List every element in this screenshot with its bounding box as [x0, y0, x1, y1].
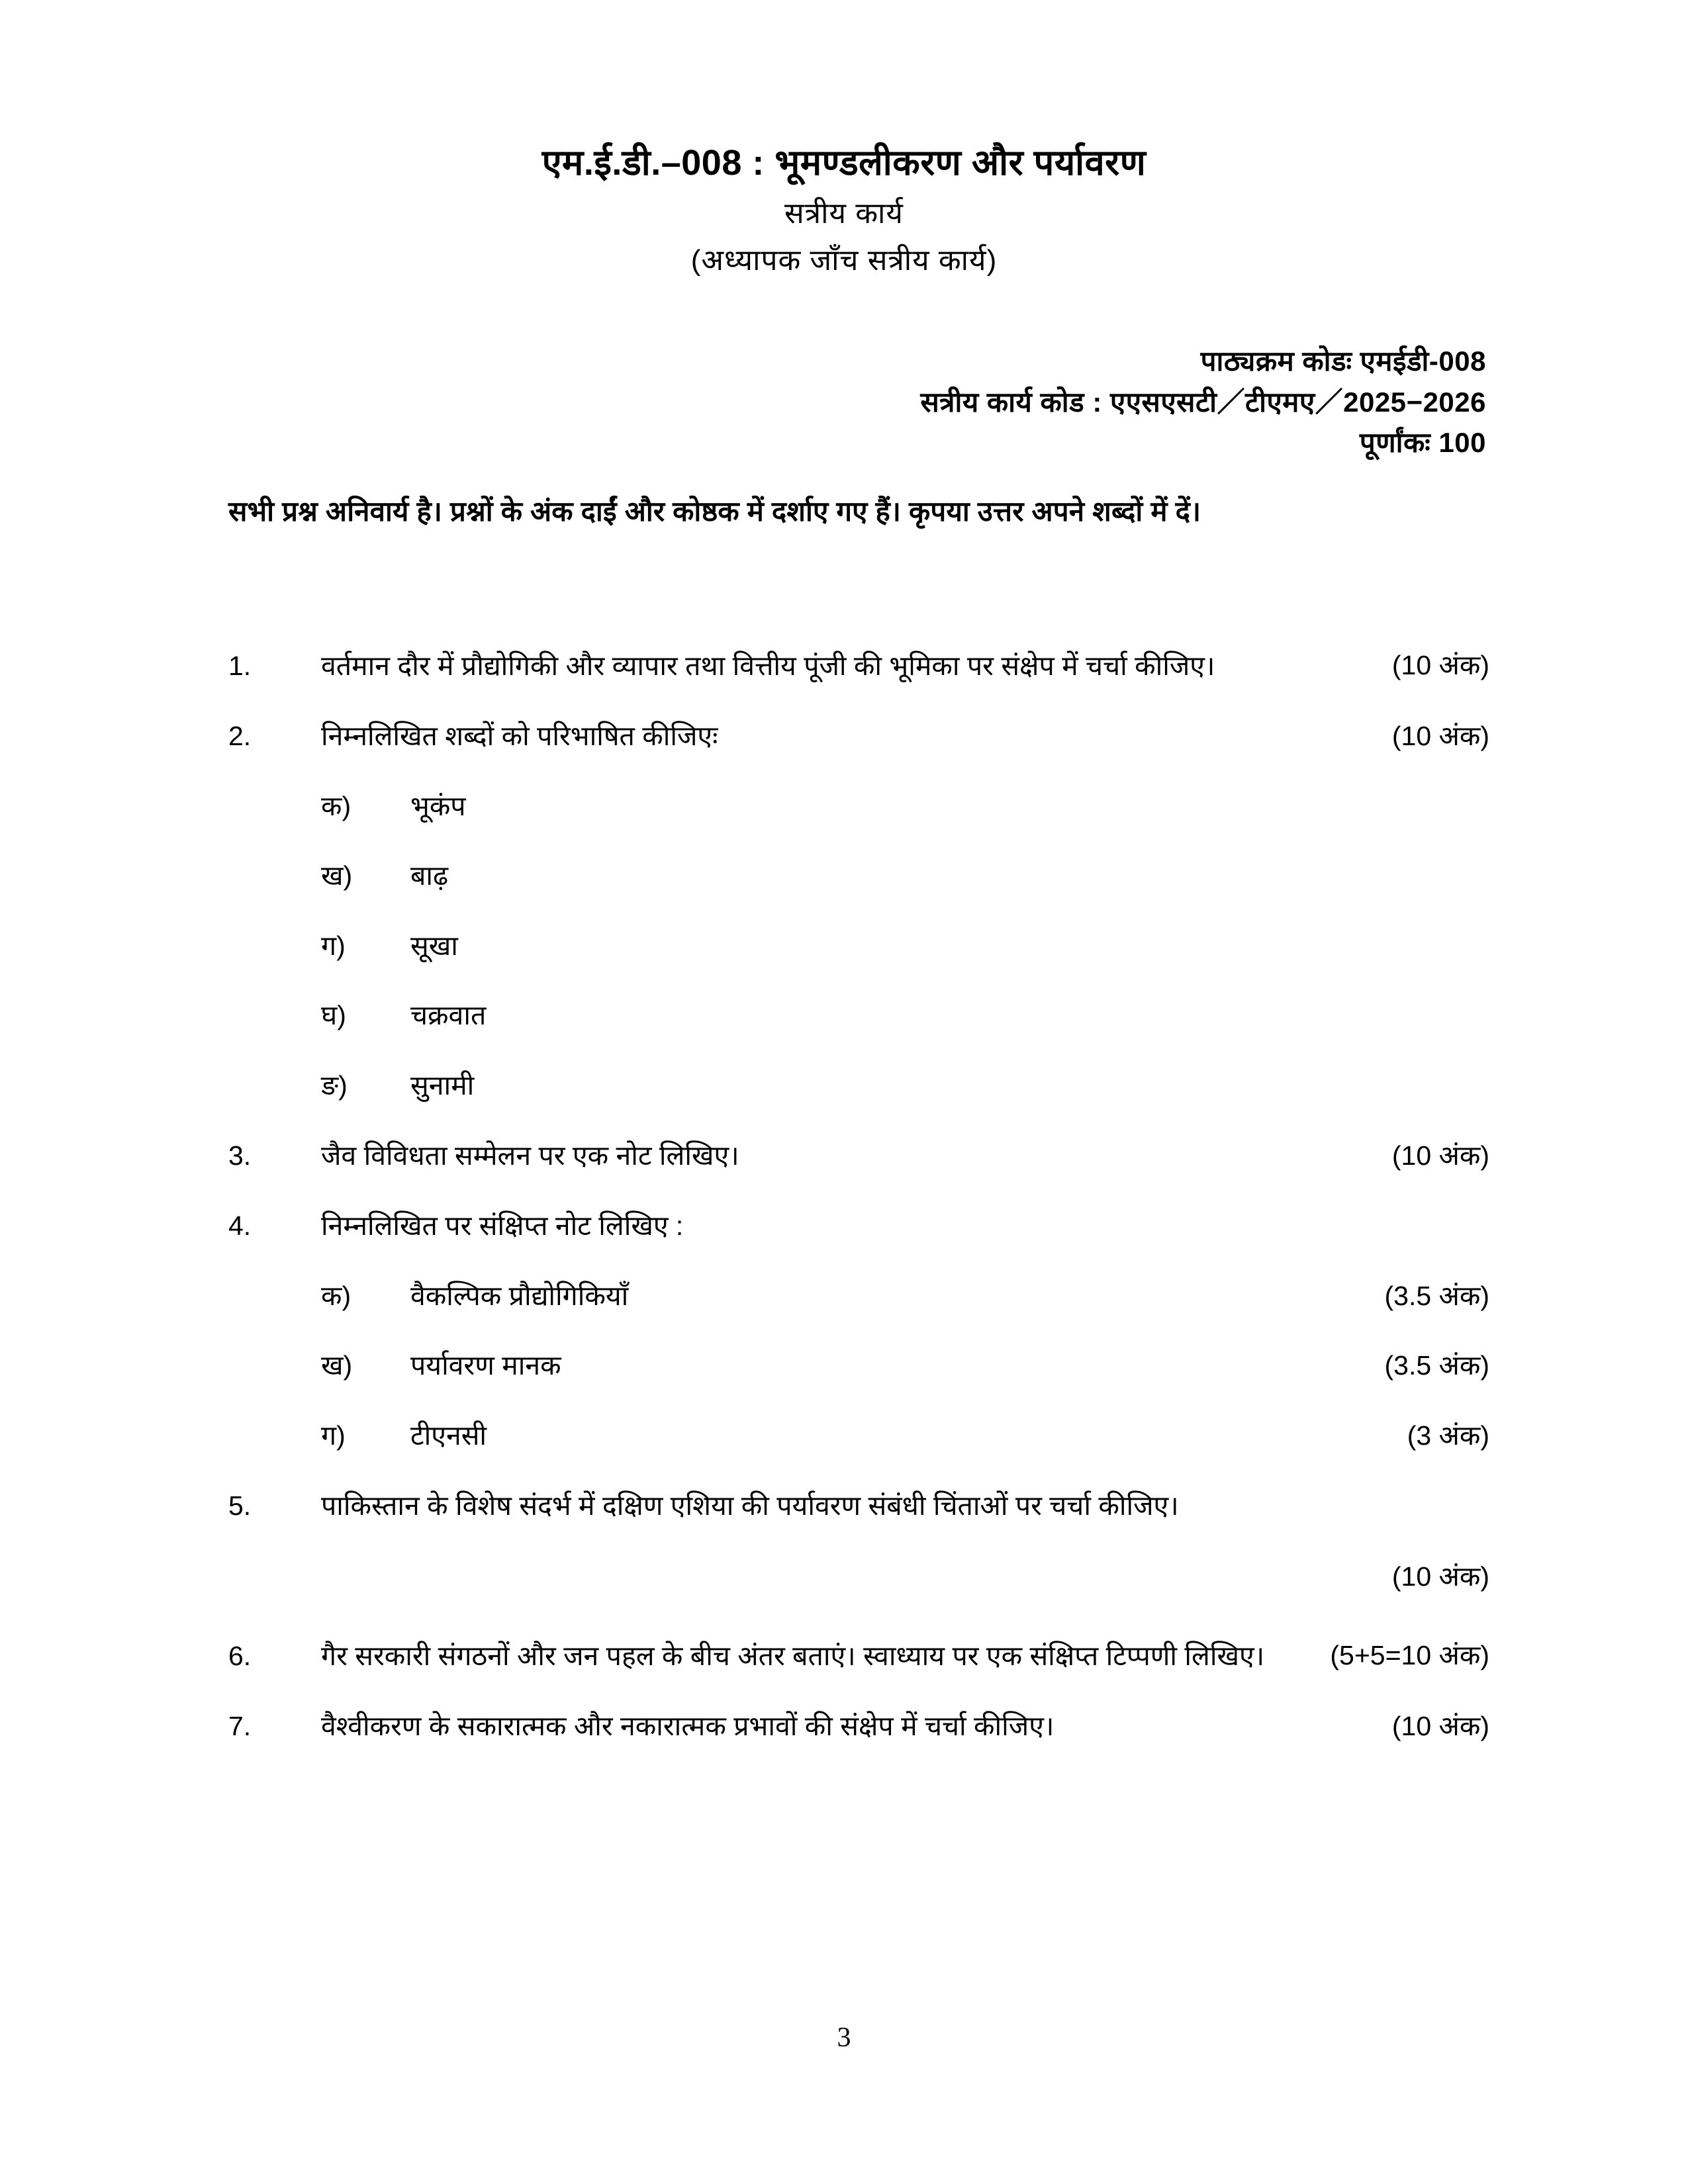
sub-item — [321, 926, 1489, 967]
sub-item-label: ग) — [321, 1420, 346, 1451]
page-subtitle-secondary: (अध्यापक जाँच सत्रीय कार्य) — [690, 244, 998, 277]
question-number: 4. — [228, 1210, 252, 1242]
sub-item — [321, 995, 1489, 1036]
question-body — [321, 1485, 1489, 1597]
sub-item-text: चक्रवात — [410, 1000, 487, 1031]
title-block — [0, 142, 1688, 281]
question-number: 1. — [228, 651, 252, 681]
sub-item-text: वैकल्पिक प्रौद्योगिकियाँ — [410, 1280, 629, 1311]
question-text: पाकिस्तान के विशेष संदर्भ में दक्षिण एशिया की पर्यावरण संबंधी चिंताओं पर चर्चा कीजिए। — [321, 1490, 1179, 1522]
sub-item — [321, 1345, 1489, 1387]
question-marks: (10 अंक) — [1391, 1561, 1489, 1592]
sub-item-marks: (3.5 अंक) — [1384, 1280, 1489, 1311]
question-list — [228, 645, 1489, 1747]
question-body — [321, 1205, 1489, 1456]
question-text: वर्तमान दौर में प्रौद्योगिकी और व्यापार तथा वित्तीय पूंजी की भूमिका पर संक्षेप में चर्चा कीजिए। — [321, 651, 1215, 681]
question-item — [228, 1706, 1489, 1747]
question-marks: (5+5=10 अंक) — [1330, 1640, 1489, 1671]
page-title: एम.ई.डी.–008 : भूमण्डलीकरण और पर्यावरण — [541, 143, 1147, 183]
sub-item-label: ग) — [321, 930, 346, 961]
course-code-line: पाठ्यक्रम कोडः एमईडी-008 — [1200, 345, 1486, 377]
page-subtitle: सत्रीय कार्य — [784, 197, 904, 230]
assignment-code-line: सत्रीय कार्य कोड : एएसएसटी／टीएमए／2025−2026 — [920, 386, 1486, 418]
question-number: 5. — [228, 1490, 252, 1522]
question-number: 3. — [228, 1140, 252, 1171]
page-number: 3 — [837, 2023, 851, 2053]
question-text: निम्नलिखित पर संक्षिप्त नोट लिखिए : — [321, 1210, 684, 1242]
sub-item-text: सुनामी — [410, 1069, 475, 1101]
question-marks: (10 अंक) — [1391, 1140, 1489, 1171]
sub-item — [321, 1066, 1489, 1107]
sub-item-text: टीएनसी — [410, 1420, 487, 1451]
sub-item — [321, 786, 1489, 827]
question-text: जैव विविधता सम्मेलन पर एक नोट लिखिए। — [321, 1140, 739, 1171]
question-body — [321, 1706, 1489, 1747]
sub-item-label: घ) — [321, 1000, 346, 1031]
question-item — [228, 645, 1489, 686]
sub-item — [321, 856, 1489, 897]
sub-item-label: क) — [321, 790, 352, 821]
sub-item-text: बाढ़ — [410, 860, 449, 891]
instructions-paragraph: सभी प्रश्न अनिवार्य है। प्रश्नों के अंक दाईं और कोष्ठक में दर्शाए गए हैं। कृपया उत्तर अपने शब्दों में दें। — [228, 496, 1201, 527]
question-body — [321, 1635, 1489, 1676]
question-text: वैश्वीकरण के सकारात्मक और नकारात्मक प्रभावों की संक्षेप में चर्चा कीजिए। — [321, 1711, 1055, 1742]
question-body — [321, 715, 1489, 1106]
question-text: गैर सरकारी संगठनों और जन पहल के बीच अंतर बताएं। स्वाध्याय पर एक संक्षिप्त टिप्पणी लिखिए। — [321, 1640, 1265, 1671]
question-marks: (10 अंक) — [1391, 1711, 1489, 1742]
question-item — [228, 1135, 1489, 1176]
total-marks-line: पूर्णांकः 100 — [1359, 427, 1486, 459]
question-number: 7. — [228, 1711, 252, 1742]
sub-item-text: सूखा — [410, 930, 458, 961]
question-item — [228, 715, 1489, 1106]
question-item — [228, 1485, 1489, 1597]
question-number: 6. — [228, 1640, 252, 1671]
sub-item-label: ख) — [321, 1350, 353, 1381]
question-body — [321, 1135, 1489, 1176]
question-body — [321, 645, 1489, 686]
sub-item-marks: (3.5 अंक) — [1384, 1350, 1489, 1381]
question-item — [228, 1635, 1489, 1676]
question-marks: (10 अंक) — [1391, 650, 1489, 681]
sub-item-label: ङ) — [321, 1069, 348, 1101]
sub-item-label: क) — [321, 1280, 352, 1311]
question-item — [228, 1205, 1489, 1456]
sub-item-text: पर्यावरण मानक — [410, 1350, 561, 1381]
question-text: निम्नलिखित शब्दों को परिभाषित कीजिएः — [321, 721, 718, 752]
sub-item-text: भूकंप — [410, 790, 466, 821]
sub-item-label: ख) — [321, 860, 353, 891]
sub-item — [321, 1416, 1489, 1457]
sub-item-marks: (3 अंक) — [1407, 1420, 1489, 1451]
sub-item — [321, 1276, 1489, 1317]
question-marks: (10 अंक) — [1391, 721, 1489, 752]
meta-block — [920, 341, 1486, 463]
question-number: 2. — [228, 721, 252, 752]
